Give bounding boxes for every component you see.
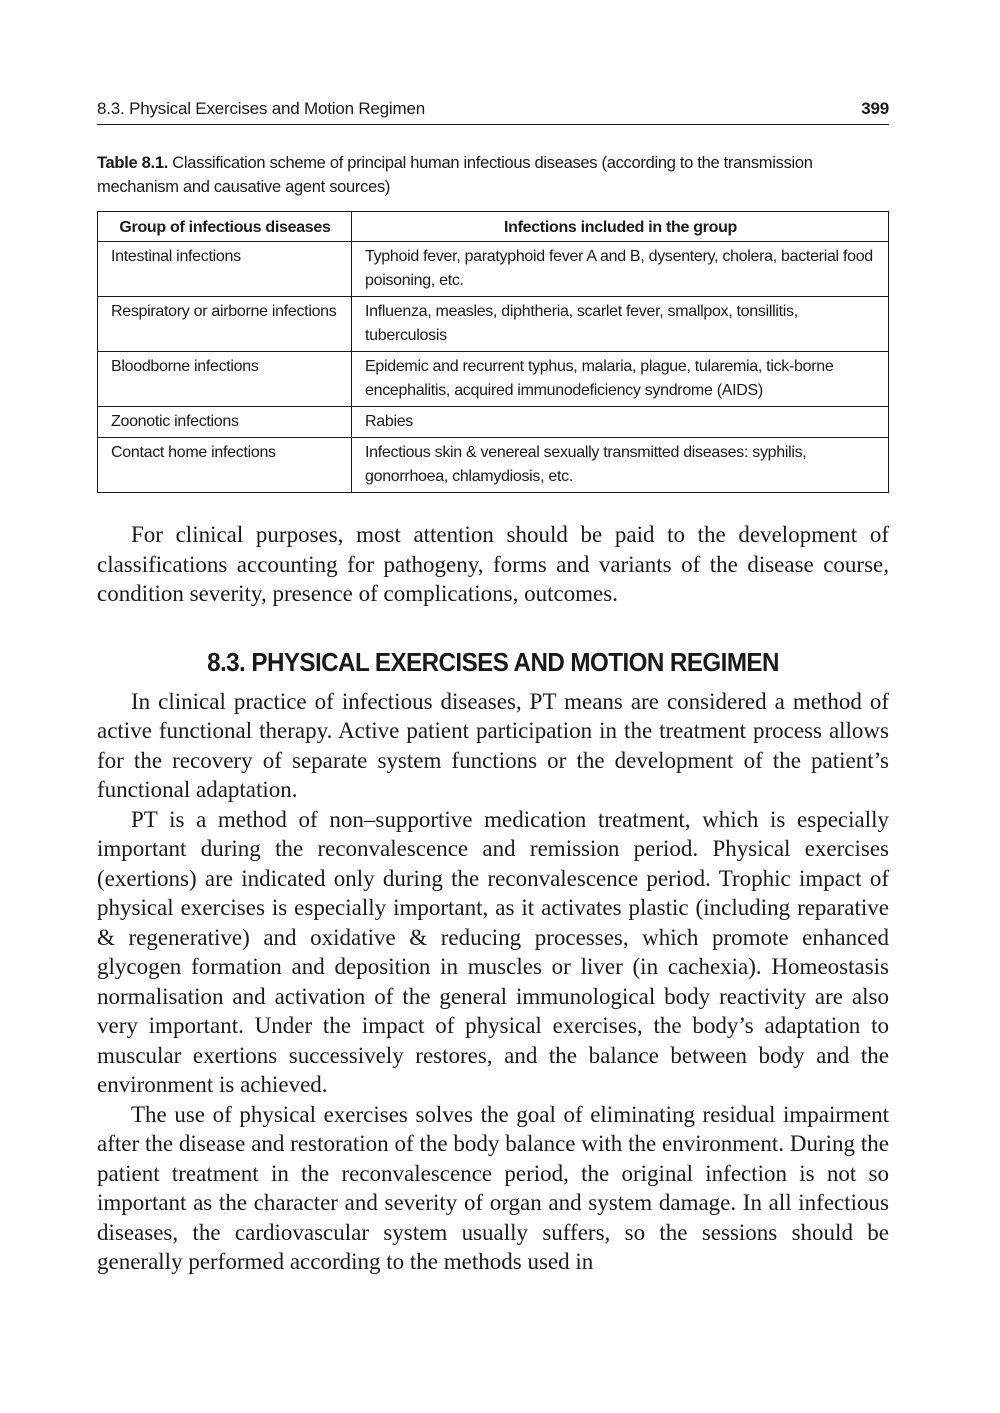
table-cell-group: Respiratory or airborne infections bbox=[98, 297, 352, 352]
table-cell-group: Zoonotic infections bbox=[98, 407, 352, 438]
running-header bbox=[97, 96, 889, 125]
table-caption bbox=[97, 151, 889, 199]
table-row bbox=[98, 407, 889, 438]
table-cell-group: Contact home infections bbox=[98, 438, 352, 493]
table-header-infections: Infections included in the group bbox=[352, 212, 889, 242]
body-paragraph: PT is a method of non–supportive medication treatment, which is especially important during the reconvalescence and remission period. Physical exercises (exertions) are indicated only during the reconvalescence period. Trophic impact of physical exercises is especially important, as it activates plastic (including reparative & regenerative) and oxidative & reducing processes, which promote enhanced glycogen formation and deposition in muscles or liver (in cachexia). Homeostasis normalisation and activation of the general immunological body reactivity are also very important. Under the impact of physical exercises, the body’s adaptation to muscular exertions successively restores, and the balance between body and the environment is achieved. bbox=[97, 806, 889, 1097]
table-caption-label: Table 8.1. bbox=[97, 154, 168, 172]
table-caption-text: Classification scheme of principal human infectious diseases (according to the transmission mechanism and causative agent sources) bbox=[97, 154, 813, 196]
table-cell-infections: Typhoid fever, paratyphoid fever A and B, dysentery, cholera, bacterial food poisoning, etc. bbox=[352, 242, 889, 297]
table-cell-group: Intestinal infections bbox=[98, 242, 352, 297]
table-cell-infections: Infectious skin & venereal sexually transmitted diseases: syphilis, gonorrhoea, chlamydiosis, etc. bbox=[352, 438, 889, 493]
page-number: 399 bbox=[861, 99, 889, 118]
table-row bbox=[98, 352, 889, 407]
classification-table bbox=[97, 211, 889, 493]
body-paragraph: For clinical purposes, most attention should be paid to the development of classifications accounting for pathogeny, forms and variants of the disease course, condition severity, presence of complications, outcomes. bbox=[97, 522, 889, 606]
table-header-group: Group of infectious diseases bbox=[98, 212, 352, 242]
table-row bbox=[98, 438, 889, 493]
table-header-row bbox=[98, 212, 889, 242]
section-heading: 8.3. PHYSICAL EXERCISES AND MOTION REGIMEN bbox=[207, 646, 779, 677]
table-row bbox=[98, 242, 889, 297]
table-cell-infections: Epidemic and recurrent typhus, malaria, plague, tularemia, tick-borne encephalitis, acquired immunodeficiency syndrome (AIDS) bbox=[352, 352, 889, 407]
body-paragraph: In clinical practice of infectious diseases, PT means are considered a method of active functional therapy. Active patient participation in the treatment process allows for the recovery of separate system functions or the development of the patient’s functional adaptation. bbox=[97, 688, 889, 802]
table-cell-infections: Rabies bbox=[352, 407, 889, 438]
running-header-title: 8.3. Physical Exercises and Motion Regimen bbox=[97, 99, 425, 118]
table-cell-infections: Influenza, measles, diphtheria, scarlet fever, smallpox, tonsillitis, tuberculosis bbox=[352, 297, 889, 352]
book-page bbox=[97, 96, 889, 1277]
table-cell-group: Bloodborne infections bbox=[98, 352, 352, 407]
table-row bbox=[98, 297, 889, 352]
body-paragraph: The use of physical exercises solves the goal of eliminating residual impairment after the disease and restoration of the body balance with the environment. During the patient treatment in the reconvalescence period, the original infection is not so important as the character and severity of organ and system damage. In all infectious diseases, the cardiovascular system usually suffers, so the sessions should be generally performed according to the methods used in bbox=[97, 1101, 889, 1274]
